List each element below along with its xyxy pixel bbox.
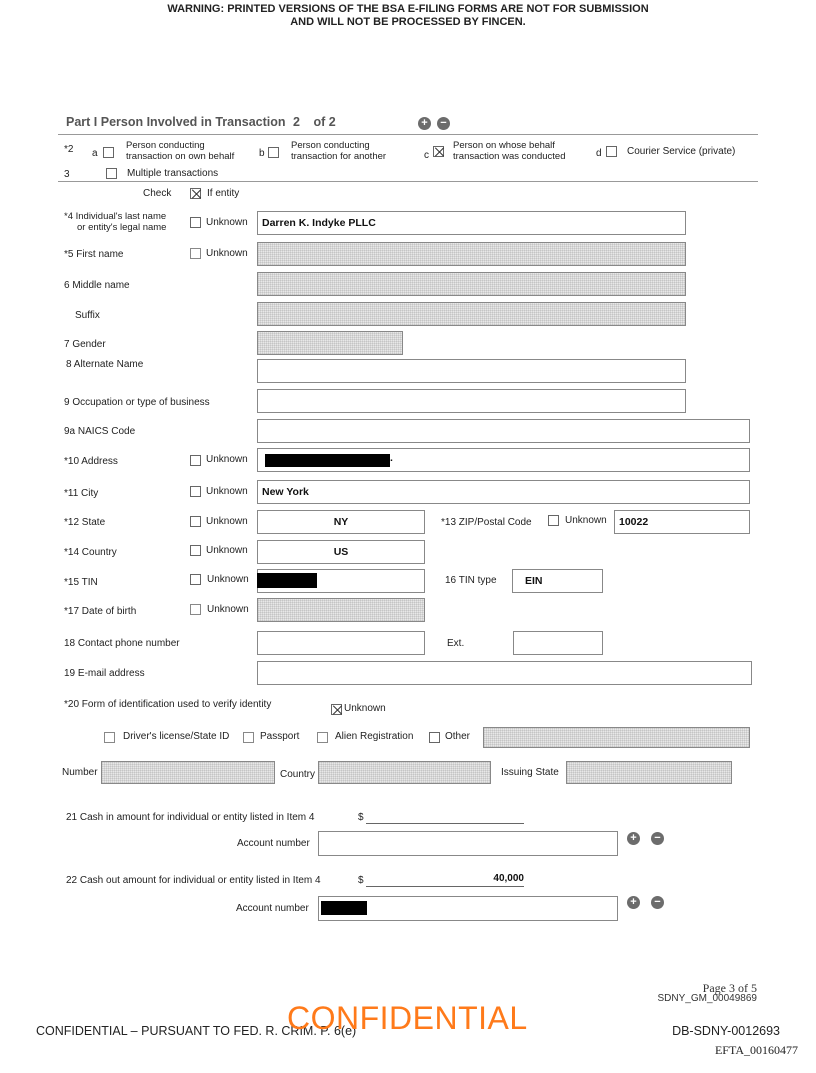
f5-unknown-checkbox[interactable] — [190, 248, 201, 259]
page-number: Page 3 of 5 — [702, 981, 757, 995]
f21-label: 21 Cash in amount for individual or entity listed in Item 4 — [66, 812, 315, 823]
date-of-birth-field[interactable] — [257, 598, 425, 622]
item2b-checkbox[interactable] — [268, 147, 279, 158]
city-field[interactable]: New York — [257, 480, 750, 504]
f12-unknown-label: Unknown — [206, 516, 248, 527]
if-entity-checkbox[interactable] — [190, 188, 201, 199]
item2c-letter: c — [424, 150, 429, 161]
warning-line-1: WARNING: PRINTED VERSIONS OF THE BSA E-FILING FORMS ARE NOT FOR SUBMISSION — [167, 3, 649, 15]
f22-label: 22 Cash out amount for individual or entity listed in Item 4 — [66, 875, 321, 886]
f20-label: *20 Form of identification used to verify identity — [64, 699, 272, 710]
alternate-name-field[interactable] — [257, 359, 686, 383]
f20-unknown-label: Unknown — [344, 703, 386, 714]
suffix-field[interactable] — [257, 302, 686, 326]
other-id-label: Other — [445, 731, 471, 742]
f4-label: *4 Individual's last name or entity's legal name — [64, 211, 167, 233]
f16-label: 16 TIN type — [445, 575, 497, 586]
item2b-letter: b — [259, 148, 265, 159]
confidential-notice: CONFIDENTIAL – PURSUANT TO FED. R. CRIM. P. 6(e) — [36, 1024, 357, 1038]
item2d-label: Courier Service (private) — [627, 146, 736, 157]
country-field[interactable]: US — [257, 540, 425, 564]
f14-unknown-label: Unknown — [206, 545, 248, 556]
f15-label: *15 TIN — [64, 577, 98, 588]
f12-label: *12 State — [64, 517, 106, 528]
f22-account-label: Account number — [236, 903, 309, 914]
f11-label: *11 City — [64, 488, 99, 499]
add-account-icon[interactable]: + — [627, 832, 640, 845]
email-field[interactable] — [257, 661, 752, 685]
redaction-bar — [257, 573, 317, 588]
first-name-field[interactable] — [257, 242, 686, 266]
f17-unknown-checkbox[interactable] — [190, 604, 201, 615]
remove-account-icon[interactable]: − — [651, 896, 664, 909]
f4-unknown-checkbox[interactable] — [190, 217, 201, 228]
confidential-stamp: CONFIDENTIAL — [287, 1000, 528, 1036]
add-person-icon[interactable]: + — [418, 117, 431, 130]
part-title: Part I Person Involved in Transaction 2 of 2 — [66, 115, 336, 129]
item2d-checkbox[interactable] — [606, 146, 617, 157]
f13-unknown-label: Unknown — [565, 515, 607, 526]
alien-registration-checkbox[interactable] — [317, 732, 328, 743]
f5-unknown-label: Unknown — [206, 248, 248, 259]
f9a-label: 9a NAICS Code — [64, 426, 136, 437]
suffix-label: Suffix — [75, 310, 100, 321]
item2c-label: Person on whose behalf transaction was conducted — [453, 140, 566, 162]
tin-type-field[interactable]: EIN — [512, 569, 603, 593]
bates-number-1: SDNY_GM_00049869 — [657, 993, 757, 1004]
other-id-checkbox[interactable] — [429, 732, 440, 743]
occupation-field[interactable] — [257, 389, 686, 413]
f6-label: 6 Middle name — [64, 280, 130, 291]
f12-unknown-checkbox[interactable] — [190, 516, 201, 527]
state-field[interactable]: NY — [257, 510, 425, 534]
divider — [58, 134, 758, 135]
cash-out-account-field[interactable] — [318, 896, 618, 921]
other-id-field[interactable] — [483, 727, 750, 748]
item2a-letter: a — [92, 148, 98, 159]
f4-unknown-label: Unknown — [206, 217, 248, 228]
zip-field[interactable]: 10022 — [614, 510, 750, 534]
f10-label: *10 Address — [64, 456, 118, 467]
multiple-transactions-checkbox[interactable] — [106, 168, 117, 179]
item3-number: 3 — [64, 169, 70, 180]
issuing-state-field[interactable] — [566, 761, 732, 784]
divider — [58, 181, 758, 182]
warning-line-2: AND WILL NOT BE PROCESSED BY FINCEN. — [290, 16, 526, 28]
passport-label: Passport — [260, 731, 300, 742]
f15-unknown-label: Unknown — [207, 574, 249, 585]
item2a-checkbox[interactable] — [103, 147, 114, 158]
middle-name-field[interactable] — [257, 272, 686, 296]
last-name-field[interactable]: Darren K. Indyke PLLC — [257, 211, 686, 235]
item2b-label: Person conducting transaction for another — [291, 140, 387, 162]
f10-unknown-label: Unknown — [206, 454, 248, 465]
address-field[interactable] — [257, 448, 750, 472]
f21-currency: $ — [358, 812, 364, 823]
f15-unknown-checkbox[interactable] — [190, 574, 201, 585]
part-total: 2 — [328, 115, 336, 129]
passport-checkbox[interactable] — [243, 732, 254, 743]
f11-unknown-checkbox[interactable] — [190, 486, 201, 497]
f5-label: *5 First name — [64, 249, 124, 260]
id-country-label: Country — [280, 769, 316, 780]
f13-unknown-checkbox[interactable] — [548, 515, 559, 526]
redaction-bar — [265, 454, 390, 467]
item2d-letter: d — [596, 148, 602, 159]
item2-number: *2 — [64, 144, 74, 155]
remove-account-icon[interactable]: − — [651, 832, 664, 845]
naics-code-field[interactable] — [257, 419, 750, 443]
f7-label: 7 Gender — [64, 339, 106, 350]
address-suffix: . — [390, 452, 393, 464]
f8-label: 8 Alternate Name — [66, 359, 144, 370]
phone-field[interactable] — [257, 631, 425, 655]
f21-account-label: Account number — [237, 838, 310, 849]
add-account-icon[interactable]: + — [627, 896, 640, 909]
id-number-field[interactable] — [101, 761, 275, 784]
efta-number: EFTA_00160477 — [714, 1043, 798, 1057]
tin-field[interactable] — [257, 569, 425, 593]
redaction-bar — [321, 901, 367, 915]
f10-unknown-checkbox[interactable] — [190, 455, 201, 466]
cash-in-account-field[interactable] — [318, 831, 618, 856]
cash-in-amount[interactable] — [366, 810, 524, 824]
f20-unknown-checkbox[interactable] — [331, 704, 342, 715]
f11-unknown-label: Unknown — [206, 486, 248, 497]
multiple-transactions-label: Multiple transactions — [127, 168, 219, 179]
ext-label: Ext. — [447, 638, 465, 649]
f17-label: *17 Date of birth — [64, 606, 137, 617]
part-current: 2 — [293, 115, 300, 129]
f22-currency: $ — [358, 875, 364, 886]
if-entity-label: If entity — [207, 188, 240, 199]
drivers-license-checkbox[interactable] — [104, 732, 115, 743]
f14-unknown-checkbox[interactable] — [190, 545, 201, 556]
item2c-checkbox[interactable] — [433, 146, 444, 157]
bates-number-2: DB-SDNY-0012693 — [672, 1024, 780, 1038]
id-country-field[interactable] — [318, 761, 491, 784]
gender-field[interactable] — [257, 331, 403, 355]
remove-person-icon[interactable]: − — [437, 117, 450, 130]
f17-unknown-label: Unknown — [207, 604, 249, 615]
alien-registration-label: Alien Registration — [335, 731, 414, 742]
check-label: Check — [143, 188, 172, 199]
drivers-license-label: Driver's license/State ID — [123, 731, 230, 742]
f9-label: 9 Occupation or type of business — [64, 397, 210, 408]
f14-label: *14 Country — [64, 547, 117, 558]
issuing-state-label: Issuing State — [501, 767, 559, 778]
f18-label: 18 Contact phone number — [64, 638, 180, 649]
cash-out-amount[interactable]: 40,000 — [366, 873, 524, 887]
f19-label: 19 E-mail address — [64, 668, 145, 679]
id-number-label: Number — [62, 767, 98, 778]
item2a-label: Person conducting transaction on own behalf — [126, 140, 235, 162]
phone-ext-field[interactable] — [513, 631, 603, 655]
f13-label: *13 ZIP/Postal Code — [441, 517, 532, 528]
